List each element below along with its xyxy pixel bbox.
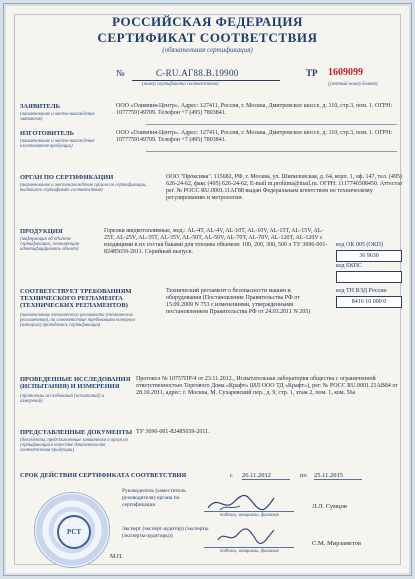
tests-text: Протокол № 10757ПР/4 от 23.11.2012., Испытательная лаборатория общества с ограниченной ответственностью Торгового Дома «Крафт» (ИЛ ООО ТД «Крафт»), рег. № РОСС RU.0001.21АВ84 от 28.10.2011, адрес: г. Москва, М. Сухаревский пер., д. 9, стр. 1, этаж 2, пом. 1, ком. 56а <box>136 376 398 396</box>
manufacturer-line <box>146 151 397 152</box>
organ-text: ООО "Проксима". 115682, РФ, г. Москва, ул. Шипиловская, д. 64, корп. 1, оф. 147, тел. (495) 626-24-62, факс (495) 626-24-62, E-mail m.prohima@mail.ru. ОГРН: 1117746508450. Аттестат рег. № РОСС RU.0001.11АГ88 выдан Федеральным агентством по техническому регулированию и метрологии. <box>166 174 403 201</box>
product-label: ПРОДУКЦИЯ <box>20 228 63 235</box>
certificate-number-caption: (номер сертификата соответствия) <box>142 82 219 87</box>
blank-number: 1609099 <box>328 67 363 78</box>
seal-logo: РСТ <box>57 515 91 549</box>
tnved-value: 8416 10 000 0 <box>351 299 387 305</box>
expert-label: Эксперт (эксперт-аудитор) (эксперты (эксперты-аудиторы)) <box>122 526 209 539</box>
number-prefix: № <box>116 68 125 78</box>
head-label: Руководитель (заместитель руководителя) органа по сертификации <box>122 488 186 508</box>
tnved-label: код ТН ВЭД России <box>336 288 387 294</box>
ekps-box <box>336 271 402 283</box>
docs-text: ТУ 3696-001-82485659-2011. <box>136 429 210 435</box>
tests-hint: (протоколы исследований (испытаний) и измерений) <box>20 394 105 404</box>
compliance-hint: (наименование технического регламента (технических регламентов), на соответствие требованиям которого (которых) проводилась сертификация) <box>20 313 136 328</box>
validity-to: 25.11.2015 <box>314 472 362 480</box>
product-hint: (информация об объекте сертификации, позволяющая идентифицировать объект) <box>20 237 80 252</box>
validity-from-label: с <box>230 472 233 479</box>
country-heading: РОССИЙСКАЯ ФЕДЕРАЦИЯ <box>112 14 303 29</box>
manufacturer-hint: (наименование и место-нахождение изготовителя продукции) <box>20 139 95 149</box>
okp-value: 36 9630 <box>359 253 379 259</box>
applicant-text: ООО «Олимпия-Центр». Адрес: 127411, Россия, г. Москва, Дмитровское шоссе, д. 110, стр.3, пом. 1. ОГРН: 1077759149709. Телефон +7 (495) 7803841. <box>116 103 393 116</box>
ekps-label: код ЕКПС <box>336 263 362 269</box>
validity-to-label: по <box>300 472 307 479</box>
certificate-number: C-RU.AГ88.B.19900 <box>156 68 239 78</box>
head-sign-line <box>204 511 294 512</box>
expert-signature <box>216 526 276 548</box>
expert-hint: подпись, инициалы, фамилия <box>220 549 279 554</box>
certificate-title: СЕРТИФИКАТ СООТВЕТСТВИЯ <box>97 30 318 45</box>
validity-label: СРОК ДЕЙСТВИЯ СЕРТИФИКАТА СООТВЕТСТВИЯ <box>20 472 187 479</box>
organ-hint: (наименование и местонахождение органа по сертификации, выдавшего сертификат соответствия) <box>20 183 147 193</box>
validity-from: 26.11.2012 <box>242 472 290 480</box>
tr-label: ТР <box>306 68 318 78</box>
product-text: Горелки жидкотопливные, мод.: AL-4T, AL-4V, AL-10T, AL-10V, AL-15T, AL-15V, AL-25T, AL-25V, AL-35T, AL-35V, AL-50T, AL-50V, AL-70T, AL-70V, AL-120T, AL-120V с входящими в их состав баками для топлива объемом: 100, 200, 300, 500 л ТУ 3696-001-82485659-2011. Серийный выпуск. <box>104 228 328 255</box>
applicant-hint: (наименование и место-нахождение заявителя) <box>20 112 95 122</box>
head-name: Л.Л. Сумцов <box>312 503 347 510</box>
mp-label: М.П. <box>110 554 123 560</box>
compliance-text: Технический регламент о безопасности машин и оборудования (Постановление Правительства РФ от 15.09.2009 N 753 с изменениями, утвержденными постановлением Правительства РФ от 24.03.2011 N 205) <box>166 288 311 315</box>
okp-label: код ОК 005 (ОКП) <box>336 242 383 248</box>
organ-label: ОРГАН ПО СЕРТИФИКАЦИИ <box>20 174 114 181</box>
certificate-subtitle: (обязательная сертификация) <box>162 46 253 54</box>
manufacturer-text: ООО «Олимпия-Центр». Адрес: 127411, Россия, г. Москва, Дмитровское шоссе, д. 110, стр.3, пом. 1. ОГРН: 1077759149709. Телефон +7 (495) 7803841. <box>116 130 393 143</box>
tnved-box <box>336 296 402 308</box>
manufacturer-label: ИЗГОТОВИТЕЛЬ <box>20 130 74 137</box>
blank-number-caption: (учетный номер бланка) <box>328 82 378 87</box>
docs-hint: (документы, представленные заявителем в орган по сертификации в качестве доказательств соответствия продукции) <box>20 438 129 453</box>
seal-stamp <box>34 492 110 568</box>
expert-sign-line <box>204 547 294 548</box>
compliance-label: СООТВЕТСТВУЕТ ТРЕБОВАНИЯМ ТЕХНИЧЕСКОГО РЕГЛАМЕНТА (ТЕХНИЧЕСКИХ РЕГЛАМЕНТОВ) <box>20 288 132 309</box>
applicant-line <box>146 124 397 125</box>
tests-label: ПРОВЕДЕННЫЕ ИССЛЕДОВАНИЯ (ИСПЫТАНИЯ) И ИЗМЕРЕНИЯ <box>20 376 131 390</box>
head-hint: подпись, инициалы, фамилия <box>220 513 279 518</box>
expert-name: С.М. Мирзаметов <box>312 540 362 547</box>
applicant-label: ЗАЯВИТЕЛЬ <box>20 103 60 110</box>
docs-label: ПРЕДСТАВЛЕННЫЕ ДОКУМЕНТЫ <box>20 429 133 436</box>
okp-box <box>336 250 402 262</box>
